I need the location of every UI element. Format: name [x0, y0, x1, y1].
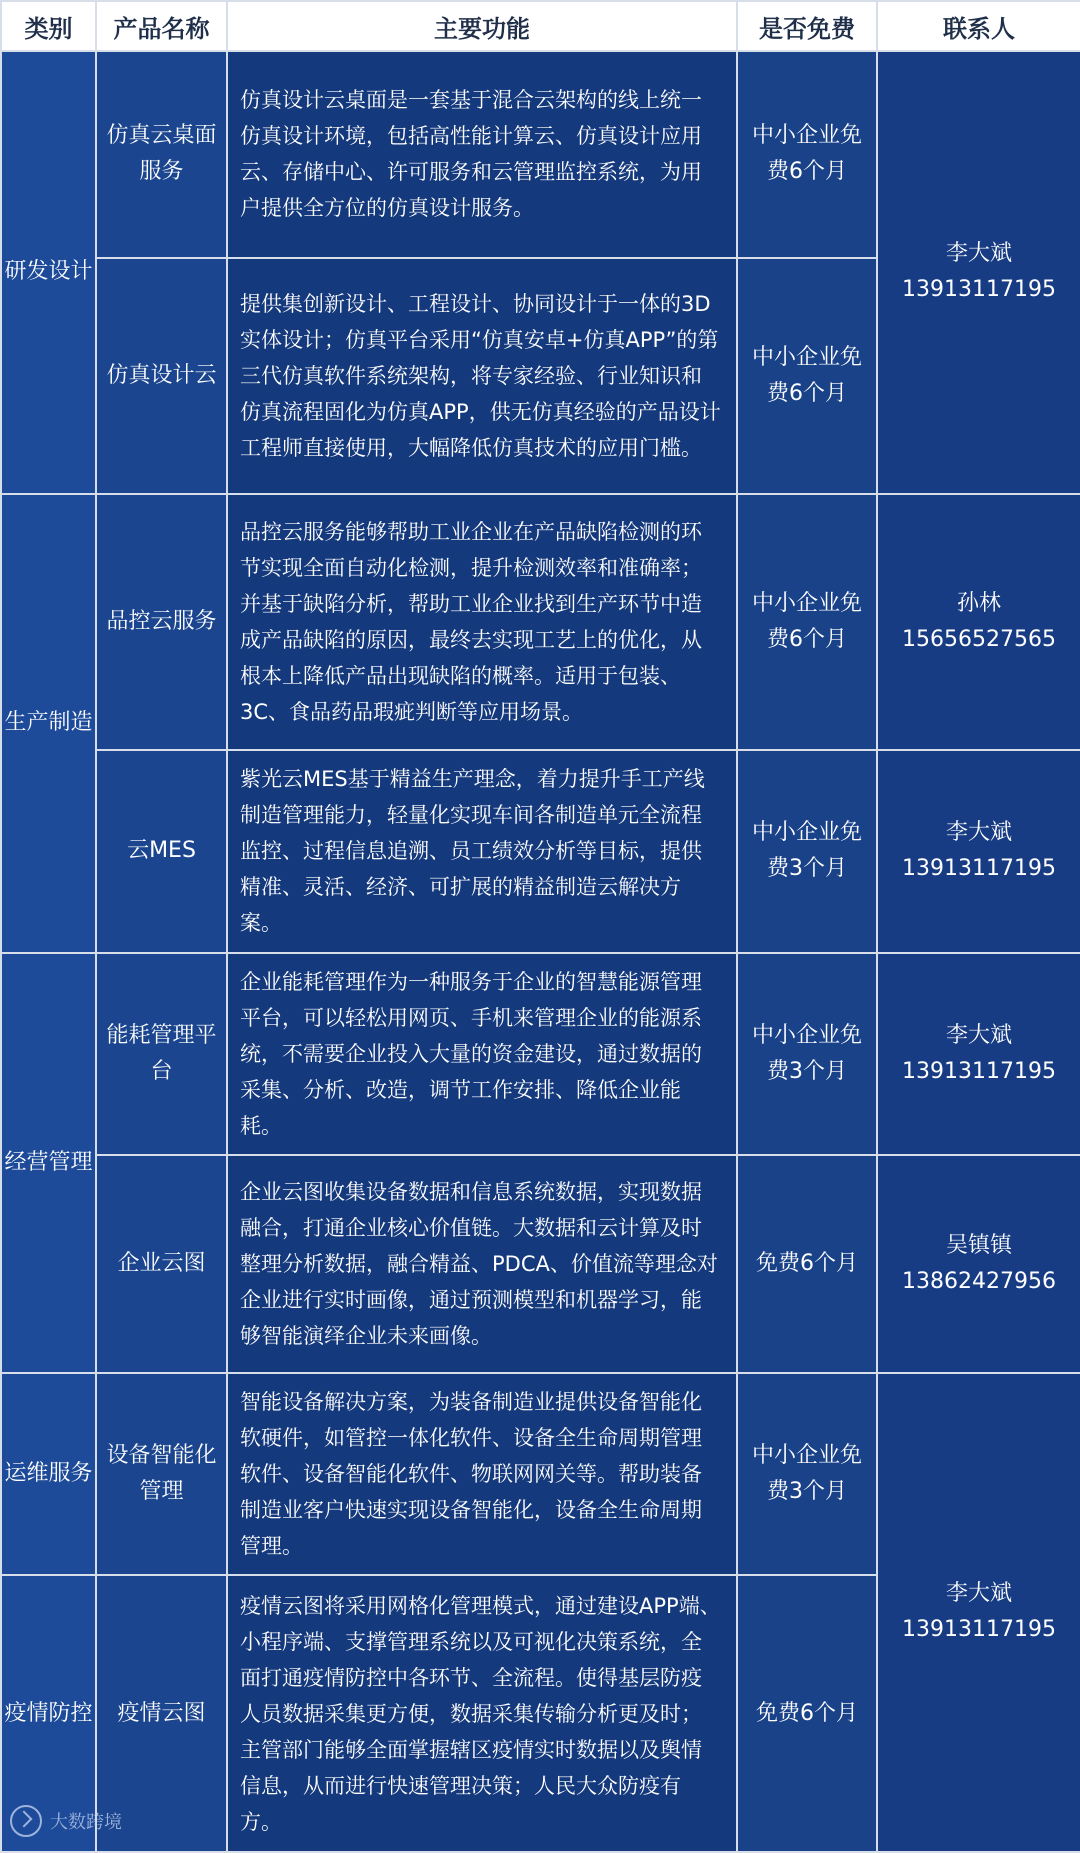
product-name-cell: 云MES	[96, 750, 227, 953]
category-cell: 生产制造	[1, 494, 96, 953]
product-name-cell: 企业云图	[96, 1155, 227, 1372]
table-row	[1, 1373, 1080, 1576]
header-contact: 联系人	[877, 1, 1080, 51]
description-cell: 疫情云图将采用网格化管理模式，通过建设APP端、小程序端、支撑管理系统以及可视化决策系统，全面打通疫情防控中各环节、全流程。使得基层防疫人员数据采集更方便，数据采集传输分析更及时；主管部门能够全面掌握辖区疫情实时数据以及舆情信息，从而进行快速管理决策；人民大众防疫有方。	[227, 1575, 737, 1852]
contact-cell: 吴镇镇 13862427956	[877, 1155, 1080, 1372]
free-status-cell: 中小企业免费3个月	[737, 953, 877, 1156]
table-row	[1, 750, 1080, 953]
watermark	[10, 1805, 122, 1837]
free-status-cell: 中小企业免费6个月	[737, 258, 877, 494]
header-category: 类别	[1, 1, 96, 51]
category-cell: 运维服务	[1, 1373, 96, 1576]
header-is-free: 是否免费	[737, 1, 877, 51]
product-name-cell: 疫情云图	[96, 1575, 227, 1852]
contact-cell: 李大斌 13913117195	[877, 1373, 1080, 1853]
product-name-cell: 品控云服务	[96, 494, 227, 750]
description-cell: 仿真设计云桌面是一套基于混合云架构的线上统一仿真设计环境，包括高性能计算云、仿真设计应用云、存储中心、许可服务和云管理监控系统，为用户提供全方位的仿真设计服务。	[227, 51, 737, 258]
category-cell: 研发设计	[1, 51, 96, 494]
product-name-cell: 仿真设计云	[96, 258, 227, 494]
watermark-logo-icon	[10, 1805, 42, 1837]
header-main-function: 主要功能	[227, 1, 737, 51]
description-cell: 企业云图收集设备数据和信息系统数据，实现数据融合，打通企业核心价值链。大数据和云计算及时整理分析数据，融合精益、PDCA、价值流等理念对企业进行实时画像，通过预测模型和机器学习，能够智能演绎企业未来画像。	[227, 1155, 737, 1372]
free-status-cell: 免费6个月	[737, 1575, 877, 1852]
table-row	[1, 51, 1080, 258]
table-row	[1, 1155, 1080, 1372]
watermark-text: 大数跨境	[50, 1812, 122, 1833]
description-cell: 企业能耗管理作为一种服务于企业的智慧能源管理平台，可以轻松用网页、手机来管理企业的能源系统，不需要企业投入大量的资金建设，通过数据的采集、分析、改造，调节工作安排、降低企业能耗。	[227, 953, 737, 1156]
contact-cell: 李大斌 13913117195	[877, 750, 1080, 953]
description-cell: 提供集创新设计、工程设计、协同设计于一体的3D实体设计；仿真平台采用“仿真安卓+仿真APP”的第三代仿真软件系统架构，将专家经验、行业知识和仿真流程固化为仿真APP，供无仿真经验的产品设计工程师直接使用，大幅降低仿真技术的应用门槛。	[227, 258, 737, 494]
free-status-cell: 中小企业免费6个月	[737, 494, 877, 750]
header-product-name: 产品名称	[96, 1, 227, 51]
header-row	[1, 1, 1080, 51]
contact-cell: 李大斌 13913117195	[877, 51, 1080, 494]
free-status-cell: 中小企业免费3个月	[737, 1373, 877, 1576]
product-name-cell: 能耗管理平台	[96, 953, 227, 1156]
free-status-cell: 中小企业免费6个月	[737, 51, 877, 258]
free-status-cell: 中小企业免费3个月	[737, 750, 877, 953]
category-cell: 经营管理	[1, 953, 96, 1373]
product-name-cell: 设备智能化管理	[96, 1373, 227, 1576]
table-row	[1, 494, 1080, 750]
table-row	[1, 953, 1080, 1156]
description-cell: 紫光云MES基于精益生产理念，着力提升手工产线制造管理能力，轻量化实现车间各制造单元全流程监控、过程信息追溯、员工绩效分析等目标，提供精准、灵活、经济、可扩展的精益制造云解决方案。	[227, 750, 737, 953]
contact-cell: 孙林 15656527565	[877, 494, 1080, 750]
description-cell: 智能设备解决方案，为装备制造业提供设备智能化软硬件，如管控一体化软件、设备全生命周期管理软件、设备智能化软件、物联网网关等。帮助装备制造业客户快速实现设备智能化，设备全生命周期管理。	[227, 1373, 737, 1576]
description-cell: 品控云服务能够帮助工业企业在产品缺陷检测的环节实现全面自动化检测，提升检测效率和准确率；并基于缺陷分析，帮助工业企业找到生产环节中造成产品缺陷的原因，最终去实现工艺上的优化，从根本上降低产品出现缺陷的概率。适用于包装、3C、食品药品瑕疵判断等应用场景。	[227, 494, 737, 750]
product-name-cell: 仿真云桌面服务	[96, 51, 227, 258]
contact-cell: 李大斌 13913117195	[877, 953, 1080, 1156]
free-status-cell: 免费6个月	[737, 1155, 877, 1372]
category-cell: 疫情防控	[1, 1575, 96, 1852]
